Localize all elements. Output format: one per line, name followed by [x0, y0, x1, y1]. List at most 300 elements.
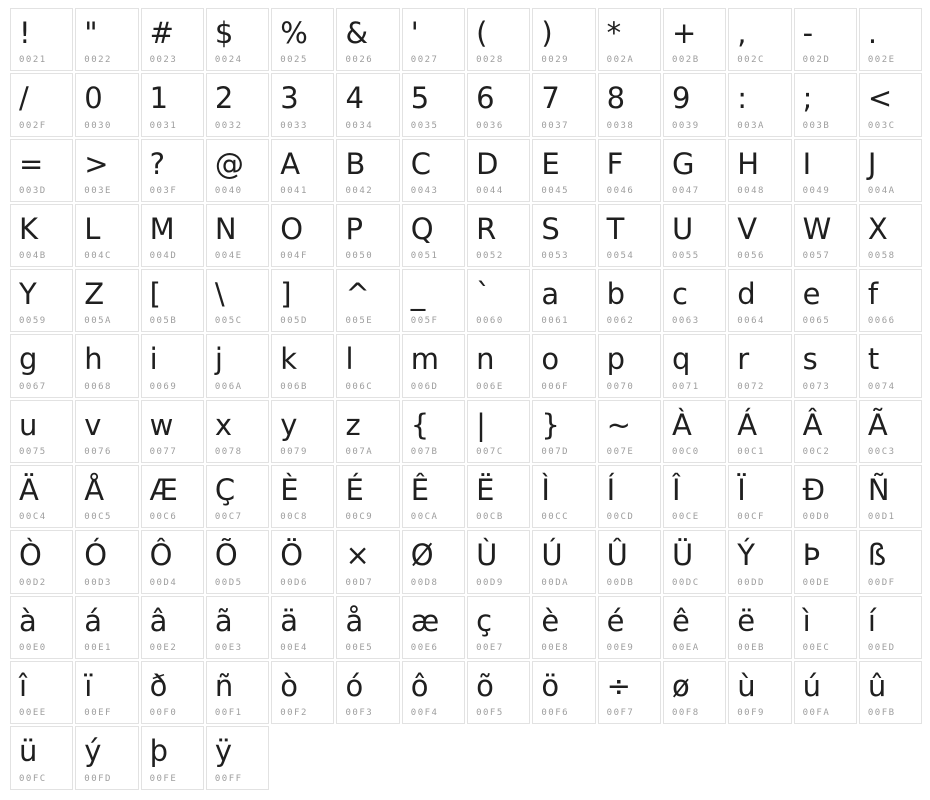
glyph-cell[interactable] [75, 334, 138, 397]
glyph-cell[interactable] [859, 400, 922, 463]
codepoint-label: 00D8 [410, 577, 439, 588]
glyph-cell[interactable] [532, 73, 595, 136]
glyph-cell[interactable] [728, 204, 791, 267]
glyph-cell[interactable] [141, 661, 204, 724]
glyph: u [19, 407, 38, 442]
glyph-cell[interactable] [206, 530, 269, 593]
glyph-cell[interactable] [10, 530, 73, 593]
codepoint-label: 00CC [541, 512, 570, 523]
glyph-cell[interactable] [10, 596, 73, 659]
glyph-cell[interactable] [271, 596, 334, 659]
glyph-cell[interactable] [467, 334, 530, 397]
codepoint-label: 0027 [410, 55, 439, 66]
glyph-cell[interactable] [402, 400, 465, 463]
glyph-cell[interactable] [598, 530, 661, 593]
glyph-cell[interactable] [467, 269, 530, 332]
glyph-grid [10, 8, 922, 790]
glyph: Ô [149, 538, 173, 573]
codepoint-label: 0066 [867, 316, 896, 327]
glyph-cell[interactable] [598, 596, 661, 659]
glyph: ð [149, 668, 168, 703]
glyph-cell[interactable] [532, 596, 595, 659]
codepoint-label: 003A [737, 120, 765, 131]
glyph-cell[interactable] [75, 73, 138, 136]
glyph-cell[interactable] [402, 661, 465, 724]
glyph-cell[interactable] [336, 8, 399, 71]
glyph: d [737, 277, 756, 312]
codepoint-label: 003C [867, 120, 896, 131]
codepoint-label: 005E [345, 316, 374, 327]
glyph-cell[interactable] [728, 661, 791, 724]
glyph-cell[interactable] [794, 334, 857, 397]
glyph: B [345, 146, 366, 181]
glyph-cell[interactable] [336, 139, 399, 202]
glyph-cell[interactable] [859, 8, 922, 71]
glyph-cell[interactable] [75, 661, 138, 724]
glyph-cell[interactable] [598, 8, 661, 71]
codepoint-label: 00F9 [737, 708, 765, 719]
glyph-cell[interactable] [598, 139, 661, 202]
codepoint-label: 00C7 [214, 512, 243, 523]
glyph-cell[interactable] [794, 8, 857, 71]
glyph: $ [214, 16, 234, 50]
glyph-cell[interactable] [75, 269, 138, 332]
codepoint-label: 0048 [737, 185, 765, 196]
glyph-cell[interactable] [598, 269, 661, 332]
glyph: z [345, 407, 361, 442]
glyph-cell[interactable] [10, 465, 73, 528]
codepoint-label: 0062 [606, 316, 635, 327]
glyph: / [19, 81, 29, 116]
glyph-cell[interactable] [75, 465, 138, 528]
glyph: ú [802, 668, 821, 703]
glyph-cell[interactable] [598, 204, 661, 267]
codepoint-label: 0072 [737, 381, 765, 392]
codepoint-label: 005B [149, 316, 178, 327]
glyph-cell[interactable] [402, 8, 465, 71]
codepoint-label: 0043 [410, 185, 439, 196]
glyph-cell[interactable] [794, 204, 857, 267]
codepoint-label: 00E6 [410, 642, 439, 653]
glyph-cell[interactable] [271, 661, 334, 724]
glyph-cell[interactable] [402, 269, 465, 332]
glyph: Ï [737, 473, 746, 508]
codepoint-label: 0029 [541, 55, 570, 66]
glyph-cell[interactable] [532, 334, 595, 397]
glyph: X [867, 211, 888, 246]
glyph: ? [149, 146, 165, 181]
glyph: k [280, 342, 297, 377]
glyph-cell[interactable] [206, 269, 269, 332]
glyph-cell[interactable] [75, 400, 138, 463]
glyph-cell[interactable] [271, 73, 334, 136]
glyph-cell[interactable] [794, 661, 857, 724]
glyph-cell[interactable] [141, 596, 204, 659]
glyph-cell[interactable] [794, 139, 857, 202]
glyph-cell[interactable] [10, 73, 73, 136]
glyph-cell[interactable] [402, 73, 465, 136]
codepoint-label: 00C5 [84, 512, 112, 523]
codepoint-label: 00CE [671, 512, 700, 523]
glyph-cell[interactable] [402, 465, 465, 528]
glyph: ô [410, 668, 429, 703]
glyph-cell[interactable] [206, 8, 269, 71]
glyph-cell[interactable] [728, 139, 791, 202]
codepoint-label: 00E4 [280, 642, 308, 653]
glyph-cell[interactable] [663, 269, 726, 332]
glyph-cell[interactable] [271, 204, 334, 267]
glyph-cell[interactable] [206, 139, 269, 202]
codepoint-label: 00E5 [345, 642, 374, 653]
glyph-cell[interactable] [75, 204, 138, 267]
glyph-cell[interactable] [336, 334, 399, 397]
glyph-cell[interactable] [141, 465, 204, 528]
codepoint-label: 00E2 [149, 642, 178, 653]
codepoint-label: 0070 [606, 381, 635, 392]
glyph-cell[interactable] [402, 530, 465, 593]
glyph-cell[interactable] [10, 400, 73, 463]
glyph: Î [671, 473, 681, 508]
glyph-cell[interactable] [467, 465, 530, 528]
glyph-cell[interactable] [271, 8, 334, 71]
glyph-cell[interactable] [75, 530, 138, 593]
glyph-cell[interactable] [728, 465, 791, 528]
glyph: í [867, 603, 876, 638]
glyph-cell[interactable] [728, 596, 791, 659]
codepoint-label: 00FA [802, 708, 831, 719]
glyph-cell[interactable] [859, 204, 922, 267]
glyph: Ä [19, 473, 39, 508]
glyph-cell[interactable] [598, 73, 661, 136]
glyph: Z [84, 277, 105, 312]
codepoint-label: 00F6 [541, 708, 570, 719]
glyph-cell[interactable] [10, 334, 73, 397]
codepoint-label: 007D [541, 447, 570, 458]
glyph-cell[interactable] [206, 596, 269, 659]
glyph-cell[interactable] [141, 530, 204, 593]
glyph-cell[interactable] [859, 530, 922, 593]
codepoint-label: 00D6 [280, 577, 308, 588]
codepoint-label: 0022 [84, 55, 112, 66]
glyph-cell[interactable] [794, 73, 857, 136]
glyph: N [214, 211, 237, 246]
glyph-cell[interactable] [141, 73, 204, 136]
glyph: T [606, 211, 625, 246]
glyph: Y [19, 277, 37, 312]
glyph-cell[interactable] [141, 269, 204, 332]
glyph: K [19, 211, 39, 246]
glyph-cell[interactable] [794, 465, 857, 528]
codepoint-label: 00F2 [280, 708, 308, 719]
glyph-cell[interactable] [75, 8, 138, 71]
glyph-cell[interactable] [10, 8, 73, 71]
glyph-cell[interactable] [663, 8, 726, 71]
codepoint-label: 0024 [214, 55, 243, 66]
glyph-cell[interactable] [336, 465, 399, 528]
codepoint-label: 004E [214, 251, 243, 262]
glyph-cell[interactable] [206, 726, 269, 789]
codepoint-label: 004C [84, 251, 112, 262]
glyph-cell[interactable] [859, 596, 922, 659]
glyph: ! [19, 16, 31, 50]
glyph-cell[interactable] [663, 596, 726, 659]
glyph-cell[interactable] [271, 269, 334, 332]
glyph: J [867, 146, 877, 181]
glyph-cell[interactable] [402, 139, 465, 202]
glyph: e [802, 277, 821, 312]
glyph-cell[interactable] [467, 139, 530, 202]
glyph-cell[interactable] [336, 661, 399, 724]
glyph-cell[interactable] [728, 400, 791, 463]
glyph: â [149, 603, 168, 638]
glyph-cell[interactable] [75, 139, 138, 202]
glyph-cell[interactable] [532, 8, 595, 71]
glyph: å [345, 603, 364, 638]
glyph: ~ [606, 407, 631, 442]
glyph: & [345, 16, 369, 50]
glyph-cell[interactable] [467, 204, 530, 267]
glyph-cell[interactable] [728, 8, 791, 71]
codepoint-label: 00C3 [867, 447, 896, 458]
glyph-cell[interactable] [532, 400, 595, 463]
codepoint-label: 0038 [606, 120, 635, 131]
glyph: t [867, 342, 880, 377]
codepoint-label: 00FD [84, 773, 112, 784]
glyph: | [476, 407, 486, 442]
glyph-cell[interactable] [532, 139, 595, 202]
glyph-cell[interactable] [141, 334, 204, 397]
glyph-cell[interactable] [271, 530, 334, 593]
codepoint-label: 0040 [214, 185, 243, 196]
glyph-cell[interactable] [794, 530, 857, 593]
codepoint-label: 00F4 [410, 708, 439, 719]
glyph: Á [737, 407, 758, 442]
glyph-cell[interactable] [663, 661, 726, 724]
glyph: Õ [214, 538, 238, 573]
glyph-cell[interactable] [532, 465, 595, 528]
glyph-cell[interactable] [794, 596, 857, 659]
glyph-cell[interactable] [794, 400, 857, 463]
glyph: þ [149, 734, 169, 769]
codepoint-label: 00D3 [84, 577, 112, 588]
glyph: É [345, 473, 364, 508]
glyph-cell[interactable] [794, 269, 857, 332]
glyph-cell[interactable] [728, 269, 791, 332]
glyph: Ã [867, 407, 888, 442]
codepoint-label: 0058 [867, 251, 896, 262]
glyph-cell[interactable] [859, 73, 922, 136]
glyph-cell[interactable] [728, 334, 791, 397]
glyph-cell[interactable] [10, 726, 73, 789]
glyph-cell[interactable] [728, 73, 791, 136]
glyph-cell[interactable] [663, 139, 726, 202]
glyph-cell[interactable] [663, 465, 726, 528]
glyph-cell[interactable] [532, 204, 595, 267]
glyph: - [802, 16, 814, 50]
glyph-cell[interactable] [859, 334, 922, 397]
glyph: = [19, 146, 44, 181]
glyph: o [541, 342, 560, 377]
glyph-cell[interactable] [141, 139, 204, 202]
glyph-cell[interactable] [206, 204, 269, 267]
codepoint-label: 0073 [802, 381, 831, 392]
glyph-cell[interactable] [206, 661, 269, 724]
glyph-cell[interactable] [271, 139, 334, 202]
glyph-cell[interactable] [336, 530, 399, 593]
glyph: " [84, 16, 98, 50]
glyph: Ö [280, 538, 304, 573]
glyph-cell[interactable] [336, 204, 399, 267]
codepoint-label: 0033 [280, 120, 308, 131]
glyph-cell[interactable] [467, 661, 530, 724]
codepoint-label: 00C8 [280, 512, 308, 523]
codepoint-label: 0047 [671, 185, 700, 196]
glyph: × [345, 538, 370, 573]
glyph-cell[interactable] [336, 269, 399, 332]
codepoint-label: 0049 [802, 185, 831, 196]
glyph: a [541, 277, 560, 312]
codepoint-label: 0079 [280, 447, 308, 458]
glyph-cell[interactable] [467, 73, 530, 136]
glyph-cell[interactable] [859, 269, 922, 332]
glyph-cell[interactable] [467, 530, 530, 593]
glyph-cell[interactable] [859, 661, 922, 724]
glyph-cell[interactable] [402, 596, 465, 659]
glyph: ã [214, 603, 233, 638]
codepoint-label: 00CD [606, 512, 635, 523]
glyph-cell[interactable] [10, 269, 73, 332]
glyph: , [737, 16, 747, 50]
glyph: ÿ [214, 734, 233, 769]
codepoint-label: 0078 [214, 447, 243, 458]
glyph-cell[interactable] [859, 465, 922, 528]
glyph-cell[interactable] [598, 465, 661, 528]
glyph-cell[interactable] [271, 400, 334, 463]
glyph: 5 [410, 81, 430, 116]
glyph: Ó [84, 538, 108, 573]
glyph-cell[interactable] [206, 334, 269, 397]
glyph-cell[interactable] [663, 334, 726, 397]
codepoint-label: 0053 [541, 251, 570, 262]
glyph: ä [280, 603, 298, 638]
glyph-cell[interactable] [467, 8, 530, 71]
codepoint-label: 0052 [476, 251, 504, 262]
glyph-cell[interactable] [206, 73, 269, 136]
glyph: j [214, 342, 223, 377]
codepoint-label: 00F1 [214, 708, 243, 719]
glyph-cell[interactable] [141, 204, 204, 267]
codepoint-label: 0026 [345, 55, 374, 66]
glyph-cell[interactable] [206, 465, 269, 528]
glyph-cell[interactable] [532, 530, 595, 593]
glyph-cell[interactable] [402, 334, 465, 397]
codepoint-label: 006A [214, 381, 243, 392]
codepoint-label: 0032 [214, 120, 243, 131]
glyph-cell[interactable] [141, 726, 204, 789]
glyph-cell[interactable] [728, 530, 791, 593]
glyph: : [737, 81, 748, 116]
glyph: Ñ [867, 473, 890, 508]
glyph-cell[interactable] [598, 400, 661, 463]
codepoint-label: 0057 [802, 251, 831, 262]
glyph-cell[interactable] [336, 596, 399, 659]
codepoint-label: 0046 [606, 185, 635, 196]
glyph: i [149, 342, 158, 377]
glyph-cell[interactable] [336, 73, 399, 136]
glyph: } [541, 407, 560, 442]
glyph: î [19, 668, 28, 703]
glyph-cell[interactable] [10, 204, 73, 267]
glyph-cell[interactable] [598, 334, 661, 397]
codepoint-label: 00EE [19, 708, 47, 719]
glyph-cell[interactable] [663, 530, 726, 593]
codepoint-label: 0045 [541, 185, 570, 196]
glyph: . [867, 16, 878, 50]
glyph: Q [410, 211, 434, 246]
glyph-cell[interactable] [10, 139, 73, 202]
glyph-cell[interactable] [532, 269, 595, 332]
glyph-cell[interactable] [75, 596, 138, 659]
glyph-cell[interactable] [10, 661, 73, 724]
glyph: S [541, 211, 560, 246]
glyph-cell[interactable] [859, 139, 922, 202]
glyph: é [606, 603, 625, 638]
glyph-cell[interactable] [663, 73, 726, 136]
glyph-cell[interactable] [206, 400, 269, 463]
glyph-cell[interactable] [271, 465, 334, 528]
glyph: r [737, 342, 750, 377]
codepoint-label: 005F [410, 316, 439, 327]
codepoint-label: 00C2 [802, 447, 831, 458]
glyph: b [606, 277, 626, 312]
glyph: p [606, 342, 626, 377]
glyph-cell[interactable] [663, 204, 726, 267]
codepoint-label: 00D7 [345, 577, 374, 588]
glyph: D [476, 146, 499, 181]
glyph-cell[interactable] [467, 400, 530, 463]
codepoint-label: 0021 [19, 55, 47, 66]
codepoint-label: 0063 [671, 316, 700, 327]
glyph: O [280, 211, 304, 246]
codepoint-label: 0071 [671, 381, 700, 392]
glyph-cell[interactable] [271, 334, 334, 397]
codepoint-label: 005D [280, 316, 308, 327]
glyph: ì [802, 603, 811, 638]
glyph-cell[interactable] [336, 400, 399, 463]
glyph-cell[interactable] [141, 400, 204, 463]
glyph: c [671, 277, 688, 312]
codepoint-label: 007B [410, 447, 439, 458]
glyph-cell[interactable] [75, 726, 138, 789]
glyph: \ [214, 277, 225, 312]
codepoint-label: 0065 [802, 316, 831, 327]
glyph-cell[interactable] [467, 596, 530, 659]
glyph: 8 [606, 81, 626, 116]
codepoint-label: 0044 [476, 185, 504, 196]
glyph-cell[interactable] [598, 661, 661, 724]
codepoint-label: 00DA [541, 577, 570, 588]
glyph: ê [671, 603, 690, 638]
codepoint-label: 004F [280, 251, 308, 262]
glyph-cell[interactable] [402, 204, 465, 267]
glyph-cell[interactable] [663, 400, 726, 463]
codepoint-label: 002E [867, 55, 896, 66]
codepoint-label: 00CA [410, 512, 439, 523]
glyph: n [476, 342, 495, 377]
glyph: Æ [149, 473, 178, 508]
glyph-cell[interactable] [141, 8, 204, 71]
glyph-cell[interactable] [532, 661, 595, 724]
